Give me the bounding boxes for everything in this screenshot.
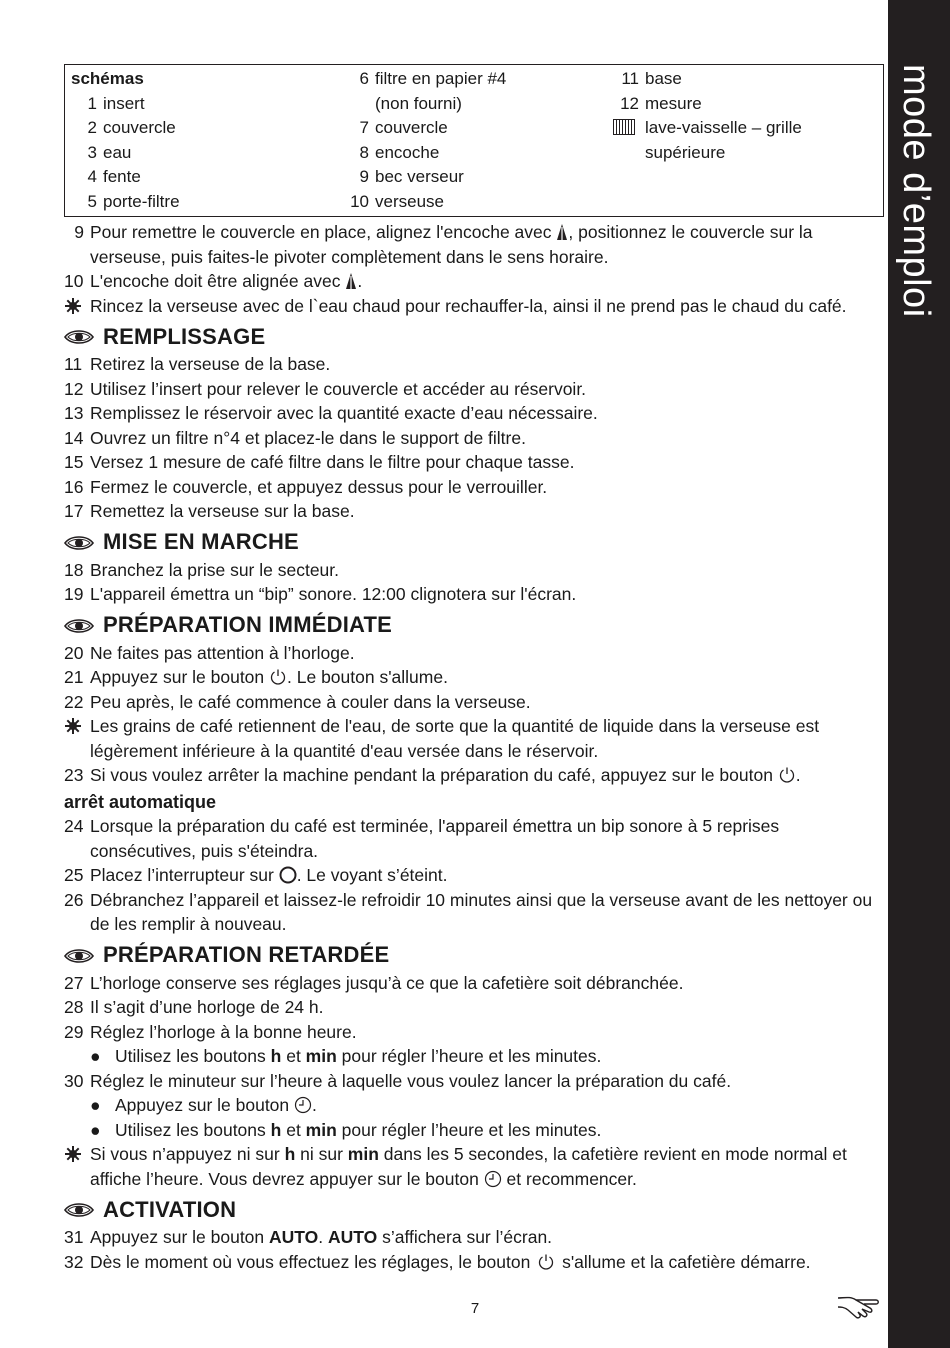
step-23: 23 Si vous voulez arrêter la machine pendant la préparation du café, appuyez sur le bouton . bbox=[64, 765, 801, 785]
step-10: 10 L'encoche doit être alignée avec . bbox=[64, 271, 363, 291]
section-retardee-heading: PRÉPARATION RETARDÉE bbox=[64, 941, 888, 971]
eye-icon bbox=[64, 329, 94, 345]
step-30: 30 Réglez le minuteur sur l’heure à laquelle vous voulez lancer la préparation du café. bbox=[64, 1070, 732, 1091]
step-16: 16 Fermez le couvercle, et appuyez dessus pour le verrouiller. bbox=[64, 476, 548, 497]
section-immediate-heading: PRÉPARATION IMMÉDIATE bbox=[64, 611, 888, 641]
legend-column-3 bbox=[613, 67, 883, 165]
legend-heading: schémas bbox=[71, 69, 144, 88]
legend-item: 11 base bbox=[621, 69, 682, 88]
page-number: 7 bbox=[470, 1300, 480, 1317]
legend-item: 4 fente bbox=[87, 167, 141, 186]
tip-coffee-grains: Les grains de café retiennent de l'eau, de sorte que la quantité de liquide dans la verseuse est légèrement inférieure à la quantité d'eau versée dans le réservoir. bbox=[64, 714, 888, 763]
legend-column-2 bbox=[343, 67, 603, 214]
step-24: 24 Lorsque la préparation du café est terminée, l'appareil émettra un bip sonore à 5 reprises consécutives, puis s'éteindra. bbox=[64, 816, 780, 861]
dishwasher-icon bbox=[613, 119, 635, 135]
instructions bbox=[64, 220, 888, 1274]
step-28: 28 Il s’agit d’une horloge de 24 h. bbox=[64, 997, 324, 1017]
eye-icon bbox=[64, 535, 94, 551]
tip-rinse: Rincez la verseuse avec de l`eau chaud pour rechauffer-la, ainsi il ne prend pas le chaud du café. bbox=[64, 294, 888, 319]
clock-icon bbox=[294, 1096, 312, 1114]
diagram-legend bbox=[64, 64, 884, 217]
step-21: 21 Appuyez sur le bouton . Le bouton s'allume. bbox=[64, 667, 448, 687]
step-20: 20 Ne faites pas attention à l’horloge. bbox=[64, 642, 355, 663]
sidebar-tab bbox=[888, 0, 950, 1348]
legend-item: 1 insert bbox=[87, 93, 145, 113]
step-19: 19 L'appareil émettra un “bip” sonore. 12:00 clignotera sur l'écran. bbox=[64, 584, 577, 604]
legend-item: (non fourni) bbox=[375, 93, 462, 113]
step-27: 27 L’horloge conserve ses réglages jusqu’à ce que la cafetière soit débranchée. bbox=[64, 972, 684, 993]
step-25: 25 Placez l’interrupteur sur . Le voyant s’éteint. bbox=[64, 865, 448, 885]
legend-item: 10 verseuse bbox=[350, 191, 444, 211]
off-circle-icon bbox=[279, 866, 297, 884]
legend-item: 2 couvercle bbox=[87, 118, 176, 137]
step-14: 14 Ouvrez un filtre n°4 et placez-le dans le support de filtre. bbox=[64, 427, 526, 448]
step-9: 9 Pour remettre le couvercle en place, alignez l'encoche avec , positionnez le couvercle sur la verseuse, puis faites-le pivoter complètement dans le sens horaire. bbox=[74, 222, 813, 267]
legend-item: 6 filtre en papier #4 bbox=[359, 69, 507, 88]
step-22: 22 Peu après, le café commence à couler dans la verseuse. bbox=[64, 691, 531, 712]
auto-stop-heading: arrêt automatique bbox=[64, 791, 217, 812]
section-mise-en-marche-heading: MISE EN MARCHE bbox=[64, 528, 888, 558]
step-31: 31 Appuyez sur le bouton AUTO. AUTO s’affichera sur l’écran. bbox=[64, 1227, 553, 1247]
legend-item: 7 couvercle bbox=[359, 118, 448, 137]
step-17: 17 Remettez la verseuse sur la base. bbox=[64, 501, 355, 521]
pointing-hand-icon bbox=[836, 1288, 882, 1320]
step-29: 29 Réglez l’horloge à la bonne heure. bbox=[64, 1021, 357, 1042]
eye-icon bbox=[64, 948, 94, 964]
notch-triangle-icon bbox=[345, 272, 357, 290]
bullet-item: ● Utilisez les boutons h et min pour régler l’heure et les minutes. bbox=[90, 1046, 602, 1066]
tip-star-icon bbox=[64, 717, 82, 735]
section-remplissage-heading: REMPLISSAGE bbox=[64, 322, 888, 352]
bullet-item: ● Appuyez sur le bouton . bbox=[90, 1095, 317, 1115]
clock-icon bbox=[484, 1170, 502, 1188]
step-13: 13 Remplissez le réservoir avec la quantité exacte d’eau nécessaire. bbox=[64, 403, 598, 423]
legend-item: 9 bec verseur bbox=[359, 167, 464, 186]
power-icon bbox=[269, 668, 287, 686]
legend-item: lave-vaisselle – grille supérieure bbox=[613, 116, 883, 165]
eye-icon bbox=[64, 618, 94, 634]
step-11: 11 Retirez la verseuse de la base. bbox=[64, 354, 331, 374]
legend-column-1 bbox=[71, 67, 341, 214]
legend-item: 12 mesure bbox=[620, 93, 702, 113]
step-32: 32 Dès le moment où vous effectuez les réglages, le bouton s'allume et la cafetière démarre. bbox=[64, 1251, 811, 1272]
legend-item: 5 porte-filtre bbox=[87, 191, 180, 211]
step-12: 12 Utilisez l’insert pour relever le couvercle et accéder au réservoir. bbox=[64, 378, 587, 399]
bullet-item: ● Utilisez les boutons h et min pour régler l’heure et les minutes. bbox=[90, 1119, 602, 1140]
step-26: 26 Débranchez l’appareil et laissez-le refroidir 10 minutes ainsi que la verseuse avant de les nettoyer ou de les remplir à nouveau. bbox=[64, 889, 873, 934]
sidebar-title: mode d’emploi bbox=[895, 64, 937, 318]
step-18: 18 Branchez la prise sur le secteur. bbox=[64, 559, 340, 580]
tip-star-icon bbox=[64, 297, 82, 315]
tip-star-icon bbox=[64, 1145, 82, 1163]
step-15: 15 Versez 1 mesure de café filtre dans le filtre pour chaque tasse. bbox=[64, 452, 575, 472]
tip-timeout: Si vous n’appuyez ni sur h ni sur min dans les 5 secondes, la cafetière revient en mode normal et affiche l’heure. Vous devrez appuyer sur le bouton et recommencer. bbox=[64, 1142, 888, 1191]
notch-triangle-icon bbox=[556, 223, 568, 241]
power-icon bbox=[778, 766, 796, 784]
legend-item: 3 eau bbox=[87, 142, 132, 162]
legend-item: 8 encoche bbox=[359, 142, 440, 162]
section-activation-heading: ACTIVATION bbox=[64, 1195, 888, 1225]
eye-icon bbox=[64, 1202, 94, 1218]
power-icon bbox=[535, 1253, 557, 1271]
